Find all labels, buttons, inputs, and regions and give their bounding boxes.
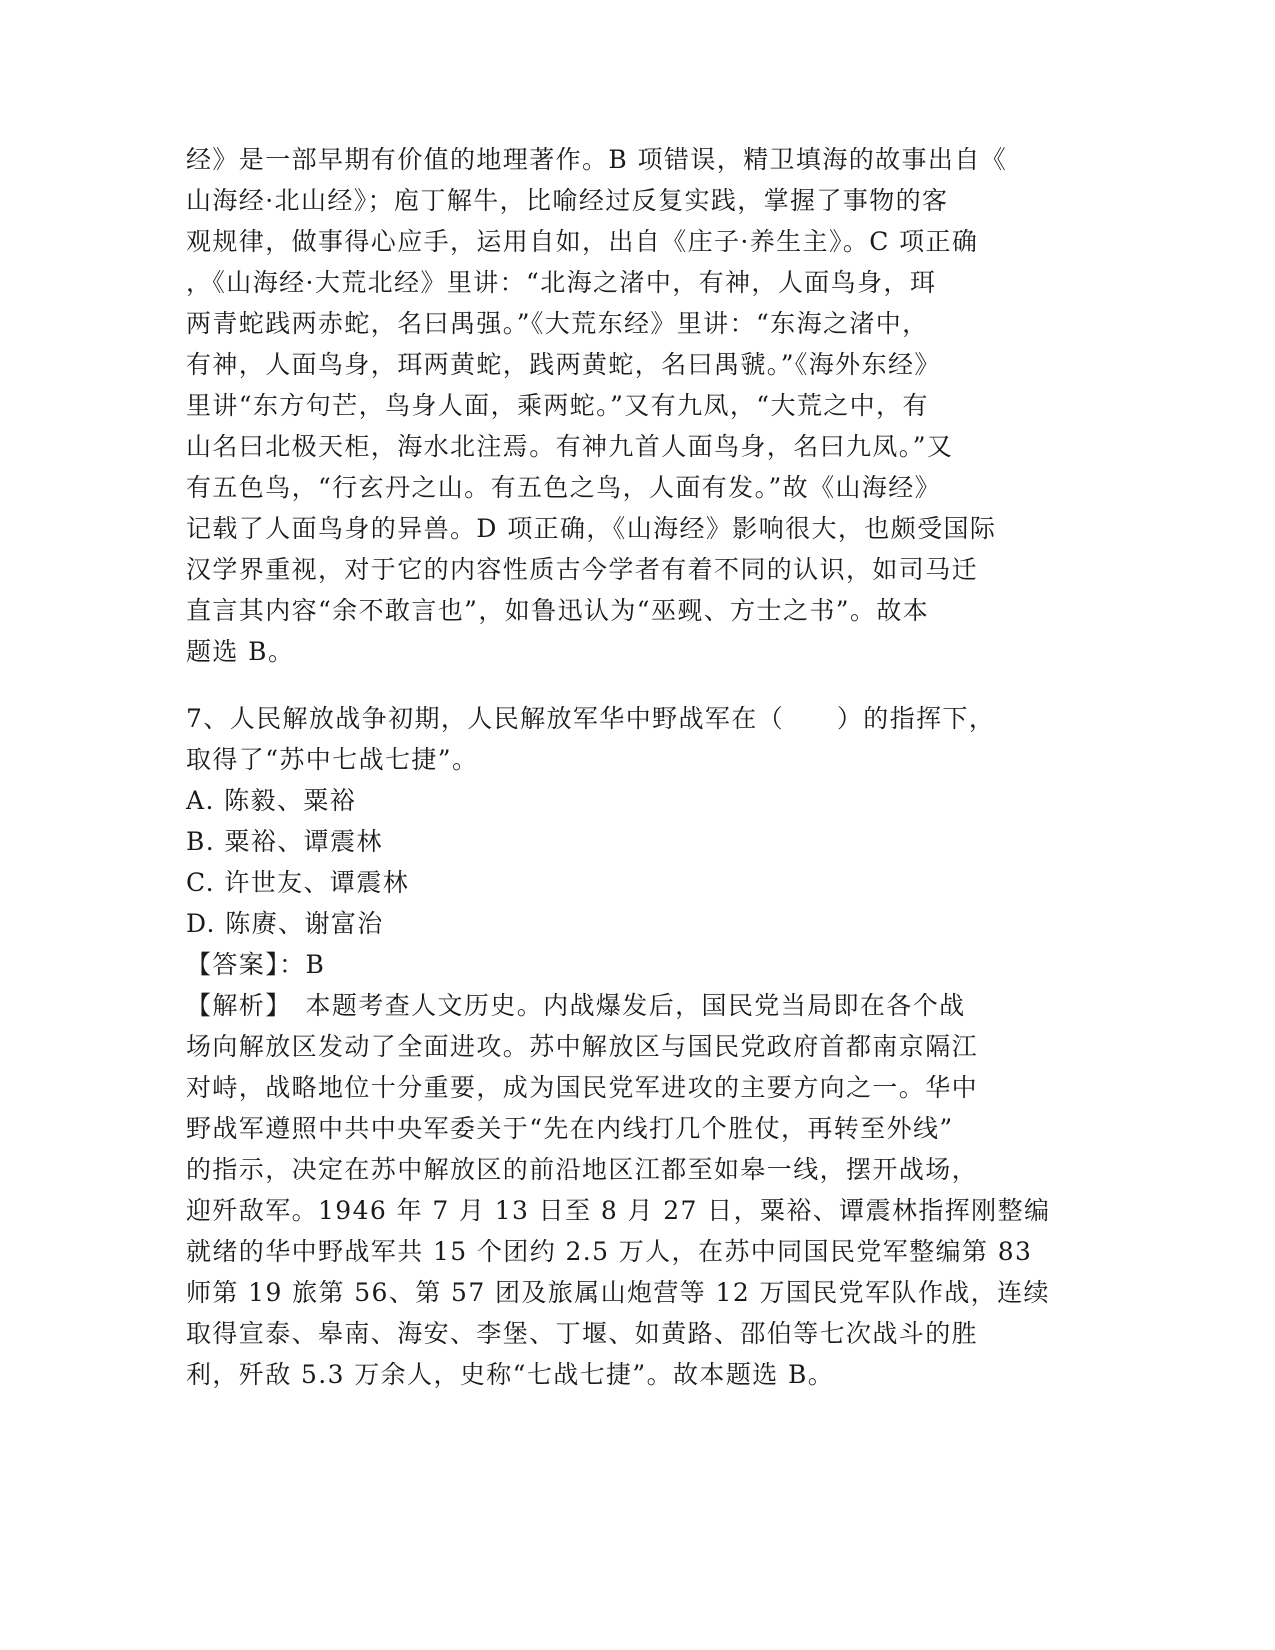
text-line: 经》是一部早期有价值的地理著作。B 项错误，精卫填海的故事出自《 xyxy=(186,145,1008,174)
text-line: 有五色鸟，“行玄丹之山。有五色之鸟，人面有发。”故《山海经》 xyxy=(186,473,942,502)
analysis-line: 的指示，决定在苏中解放区的前沿地区江都至如皋一线，摆开战场， xyxy=(186,1155,979,1184)
analysis-line: 对峙，战略地位十分重要，成为国民党军进攻的主要方向之一。华中 xyxy=(186,1073,979,1102)
text-line: 直言其内容“余不敢言也”，如鲁迅认为“巫觋、方士之书”。故本 xyxy=(186,596,930,625)
text-line: 山海经·北山经》；庖丁解牛，比喻经过反复实践，掌握了事物的客 xyxy=(186,186,949,215)
text-line: 山名曰北极天柜，海水北注焉。有神九首人面鸟身，名曰九凤。”又 xyxy=(186,432,954,461)
analysis-line: 利，歼敌 5.3 万余人，史称“七战七捷”。故本题选 B。 xyxy=(186,1360,835,1389)
analysis-line: 师第 19 旅第 56、第 57 团及旅属山炮营等 12 万国民党军队作战，连续 xyxy=(186,1278,1050,1307)
analysis-line: 野战军遵照中共中央军委关于“先在内线打几个胜仗，再转至外线” xyxy=(186,1114,954,1143)
text-line: 观规律，做事得心应手，运用自如，出自《庄子·养生主》。C 项正确 xyxy=(186,227,979,256)
answer-line: 【答案】：B xyxy=(186,950,326,979)
option-b: B. 粟裕、谭震林 xyxy=(186,827,383,856)
analysis-line: 就绪的华中野战军共 15 个团约 2.5 万人，在苏中同国民党军整编第 83 xyxy=(186,1237,1033,1266)
text-line: 题选 B。 xyxy=(186,637,295,666)
option-a: A. 陈毅、粟裕 xyxy=(186,786,357,815)
question-stem-line: 7、人民解放战争初期，人民解放军华中野战军在（ ）的指挥下， xyxy=(186,704,996,733)
analysis-line: 场向解放区发动了全面进攻。苏中解放区与国民党政府首都南京隔江 xyxy=(186,1032,979,1061)
text-line: 里讲“东方句芒，鸟身人面，乘两蛇。”又有九凤，“大荒之中，有 xyxy=(186,391,929,420)
analysis-line: 取得宣泰、皋南、海安、李堡、丁堰、如黄路、邵伯等七次战斗的胜 xyxy=(186,1319,979,1348)
text-line: 有神，人面鸟身，珥两黄蛇，践两黄蛇，名曰禺虢。”《海外东经》 xyxy=(186,350,941,379)
analysis-line: 【解析】 本题考查人文历史。内战爆发后，国民党当局即在各个战 xyxy=(186,991,966,1020)
analysis-line: 迎歼敌军。1946 年 7 月 13 日至 8 月 27 日，粟裕、谭震林指挥刚整编 xyxy=(186,1196,1051,1225)
option-d: D. 陈赓、谢富治 xyxy=(186,909,384,938)
text-line: 汉学界重视，对于它的内容性质古今学者有着不同的认识，如司马迁 xyxy=(186,555,979,584)
question-stem-line: 取得了“苏中七战七捷”。 xyxy=(186,745,479,774)
text-line: 两青蛇践两赤蛇，名曰禺强。”《大荒东经》里讲：“东海之渚中， xyxy=(186,309,929,338)
text-line: ，《山海经·大荒北经》里讲：“北海之渚中，有神，人面鸟身，珥 xyxy=(186,268,937,297)
text-line: 记载了人面鸟身的异兽。D 项正确，《山海经》影响很大，也颇受国际 xyxy=(186,514,997,543)
option-c: C. 许世友、谭震林 xyxy=(186,868,410,897)
